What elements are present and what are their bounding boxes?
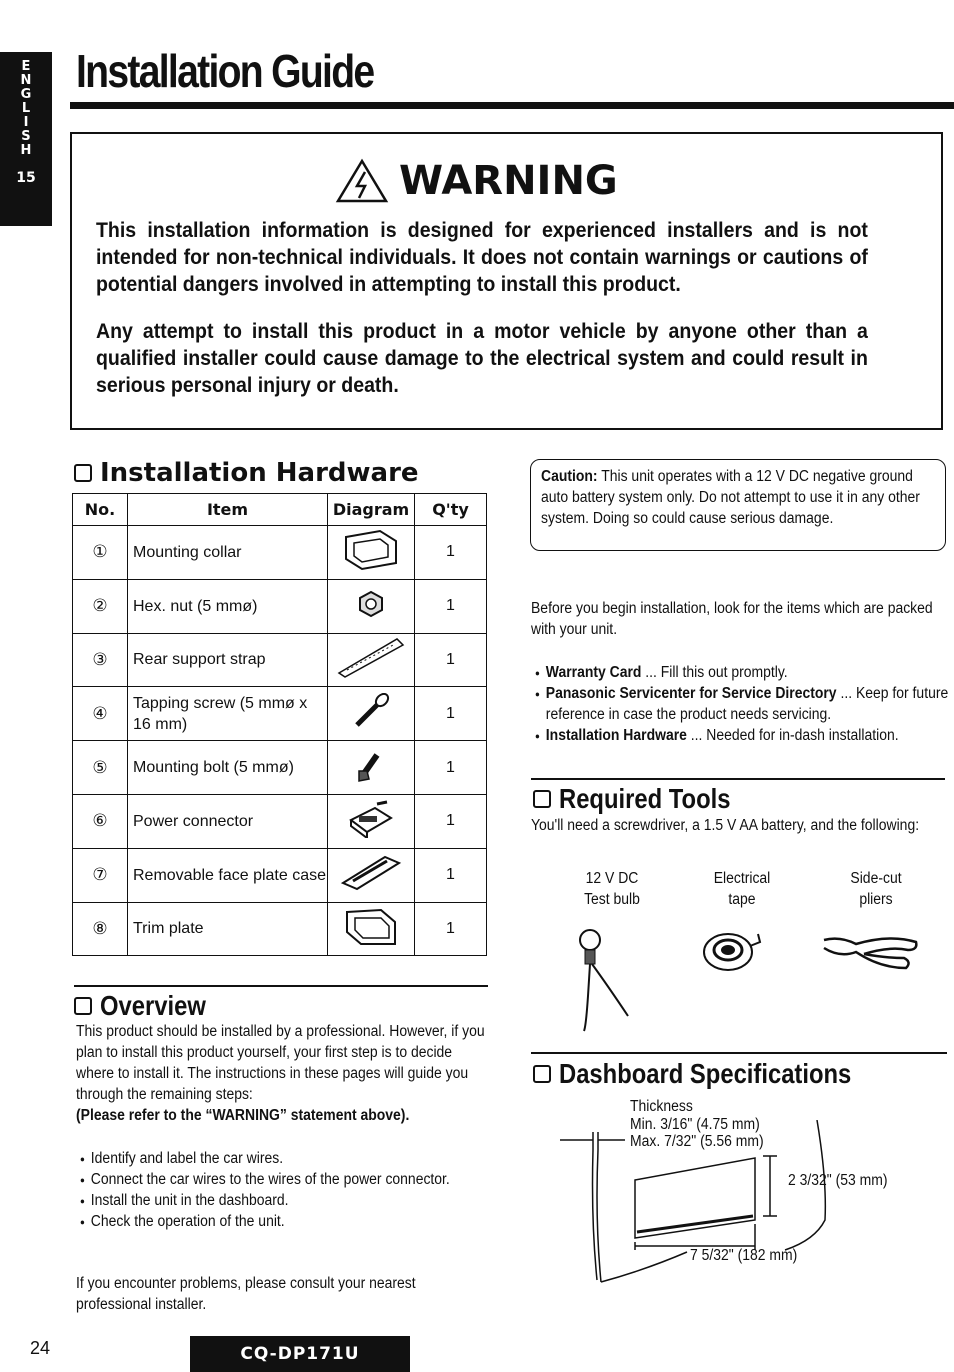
mounting-bolt-icon — [328, 741, 415, 795]
tool-pliers-label — [840, 868, 912, 910]
thickness-label: Thickness — [630, 1098, 693, 1115]
caution-label: Caution: — [541, 468, 598, 485]
list-item — [535, 662, 949, 683]
lang-letter: G — [20, 87, 32, 102]
title-rule — [70, 102, 954, 109]
dashboard-diagram — [555, 1120, 855, 1290]
row-number: ⑧ — [73, 902, 128, 956]
packed-item-desc: ... Needed for in-dash installation. — [686, 727, 899, 744]
packed-intro: Before you begin installation, look for the items which are packed with your unit. — [531, 600, 933, 638]
hardware-table — [72, 493, 487, 956]
row-item: Hex. nut (5 mmø) — [128, 579, 328, 633]
row-number: ⑦ — [73, 848, 128, 902]
lang-letter: S — [21, 129, 31, 144]
list-item — [535, 725, 949, 746]
overview-intro: This product should be installed by a professional. However, if you plan to install this product yourself, your first step is to decide where to install it. The instructions in these pages will guide you through the remaining steps: — [76, 1023, 485, 1103]
page-title: Installation Guide — [76, 45, 374, 97]
electrical-tape-icon — [700, 926, 764, 976]
dashboard-rule — [531, 1052, 947, 1054]
packed-item-name: Panasonic Servicenter for Service Directory — [545, 685, 837, 702]
lang-letter: L — [21, 101, 31, 116]
packed-item-name: Installation Hardware — [545, 727, 687, 744]
opening-width: 7 5/32" (182 mm) — [690, 1247, 798, 1264]
hex-nut-icon — [328, 579, 415, 633]
warning-paragraph-1: This installation information is designed for experienced installers and is not intended for non-technical individuals. It does not contain warnings or cautions of potential dangers involved in attempting to install this product. — [96, 219, 868, 296]
warning-triangle-icon — [335, 158, 389, 204]
support-strap-icon — [328, 633, 415, 687]
face-plate-case-icon — [328, 848, 415, 902]
lang-letter: H — [20, 143, 32, 158]
row-number: ④ — [73, 687, 128, 741]
checkbox-icon — [533, 790, 551, 808]
table-row — [73, 526, 487, 580]
col-no: No. — [73, 494, 128, 526]
row-qty: 1 — [415, 579, 487, 633]
tool-label-line: 12 V DC — [585, 870, 639, 887]
row-item: Mounting bolt (5 mmø) — [128, 741, 328, 795]
table-header-row — [73, 494, 487, 526]
model-label: CQ-DP171U — [190, 1336, 410, 1372]
row-qty: 1 — [415, 741, 487, 795]
row-number: ⑥ — [73, 794, 128, 848]
table-row — [73, 687, 487, 741]
tool-tape-label — [706, 868, 778, 910]
tapping-screw-icon — [328, 687, 415, 741]
tool-label-line: Side-cut — [850, 870, 902, 887]
row-qty: 1 — [415, 687, 487, 741]
packed-item-name: Warranty Card — [545, 664, 642, 681]
caution-body: This unit operates with a 12 V DC negative ground auto battery system only. Do not attempt to use it in any other system. Doing so could cause serious damage. — [541, 468, 920, 527]
row-item: Tapping screw (5 mmø x 16 mm) — [128, 687, 328, 741]
tools-rule — [531, 778, 945, 780]
row-number: ③ — [73, 633, 128, 687]
col-item: Item — [128, 494, 328, 526]
tools-intro: You'll need a screwdriver, a 1.5 V AA battery, and the following: — [531, 817, 920, 834]
list-item — [535, 683, 949, 725]
packed-item-desc: ... Keep for future reference in case the product needs servicing. — [545, 685, 949, 723]
tool-label-line: Test bulb — [584, 891, 640, 908]
row-item: Rear support strap — [128, 633, 328, 687]
table-row — [73, 741, 487, 795]
language-letters — [21, 60, 32, 158]
row-item: Trim plate — [128, 902, 328, 956]
col-diagram: Diagram — [328, 494, 415, 526]
list-item: ● Install the unit in the dashboard. — [80, 1190, 494, 1211]
warning-title: WARNING — [399, 158, 618, 204]
row-number: ② — [73, 579, 128, 633]
overview-heading — [74, 990, 225, 1022]
section-page-number: 15 — [16, 170, 36, 186]
row-qty: 1 — [415, 526, 487, 580]
test-bulb-icon — [568, 926, 638, 1036]
page-number: 24 — [30, 1338, 51, 1358]
power-connector-icon — [328, 794, 415, 848]
tool-label-line: pliers — [859, 891, 893, 908]
table-row — [73, 633, 487, 687]
row-item: Power connector — [128, 794, 328, 848]
hardware-heading-text: Installation Hardware — [100, 458, 419, 488]
list-item: ● Identify and label the car wires. — [80, 1148, 494, 1169]
language-tab — [0, 52, 52, 226]
dashboard-heading-text: Dashboard Specifications — [559, 1058, 852, 1089]
table-row — [73, 902, 487, 956]
trim-plate-icon — [328, 902, 415, 956]
row-qty: 1 — [415, 633, 487, 687]
tool-label-line: tape — [728, 891, 756, 908]
opening-height: 2 3/32" (53 mm) — [788, 1172, 888, 1189]
tool-test-bulb-label — [576, 868, 648, 910]
table-row — [73, 794, 487, 848]
overview-footer: If you encounter problems, please consult your nearest professional installer. — [76, 1275, 416, 1313]
thickness-min: Min. 3/16" (4.75 mm) — [630, 1116, 760, 1133]
overview-steps — [80, 1148, 494, 1232]
caution-text — [541, 466, 937, 529]
col-qty: Q'ty — [415, 494, 487, 526]
row-qty: 1 — [415, 794, 487, 848]
checkbox-icon — [74, 464, 92, 482]
thickness-max: Max. 7/32" (5.56 mm) — [630, 1133, 764, 1150]
table-row — [73, 848, 487, 902]
overview-note: (Please refer to the “WARNING” statement above). — [76, 1107, 410, 1124]
warning-heading — [335, 158, 618, 204]
mounting-collar-icon — [328, 526, 415, 580]
list-item: ● Connect the car wires to the wires of the power connector. — [80, 1169, 494, 1190]
tool-label-line: Electrical — [713, 870, 771, 887]
checkbox-icon — [74, 997, 92, 1015]
dashboard-heading — [533, 1058, 903, 1090]
tools-heading — [533, 783, 761, 815]
table-row — [73, 579, 487, 633]
packed-items — [535, 662, 949, 746]
caution-box — [530, 459, 946, 551]
lang-letter: N — [20, 73, 32, 88]
lang-letter: I — [23, 115, 29, 130]
side-cut-pliers-icon — [820, 928, 922, 978]
hardware-heading — [74, 458, 419, 488]
row-item: Mounting collar — [128, 526, 328, 580]
row-item: Removable face plate case — [128, 848, 328, 902]
row-qty: 1 — [415, 848, 487, 902]
row-qty: 1 — [415, 902, 487, 956]
tools-heading-text: Required Tools — [559, 783, 731, 814]
warning-paragraph-2: Any attempt to install this product in a motor vehicle by anyone other than a qualified installer could cause damage to the electrical system and could result in serious personal injury or death. — [96, 320, 868, 397]
row-number: ⑤ — [73, 741, 128, 795]
packed-item-desc: ... Fill this out promptly. — [641, 664, 788, 681]
row-number: ① — [73, 526, 128, 580]
lang-letter: E — [21, 59, 31, 74]
overview-heading-text: Overview — [100, 990, 206, 1021]
list-item: ● Check the operation of the unit. — [80, 1211, 494, 1232]
overview-rule — [74, 985, 488, 987]
checkbox-icon — [533, 1065, 551, 1083]
